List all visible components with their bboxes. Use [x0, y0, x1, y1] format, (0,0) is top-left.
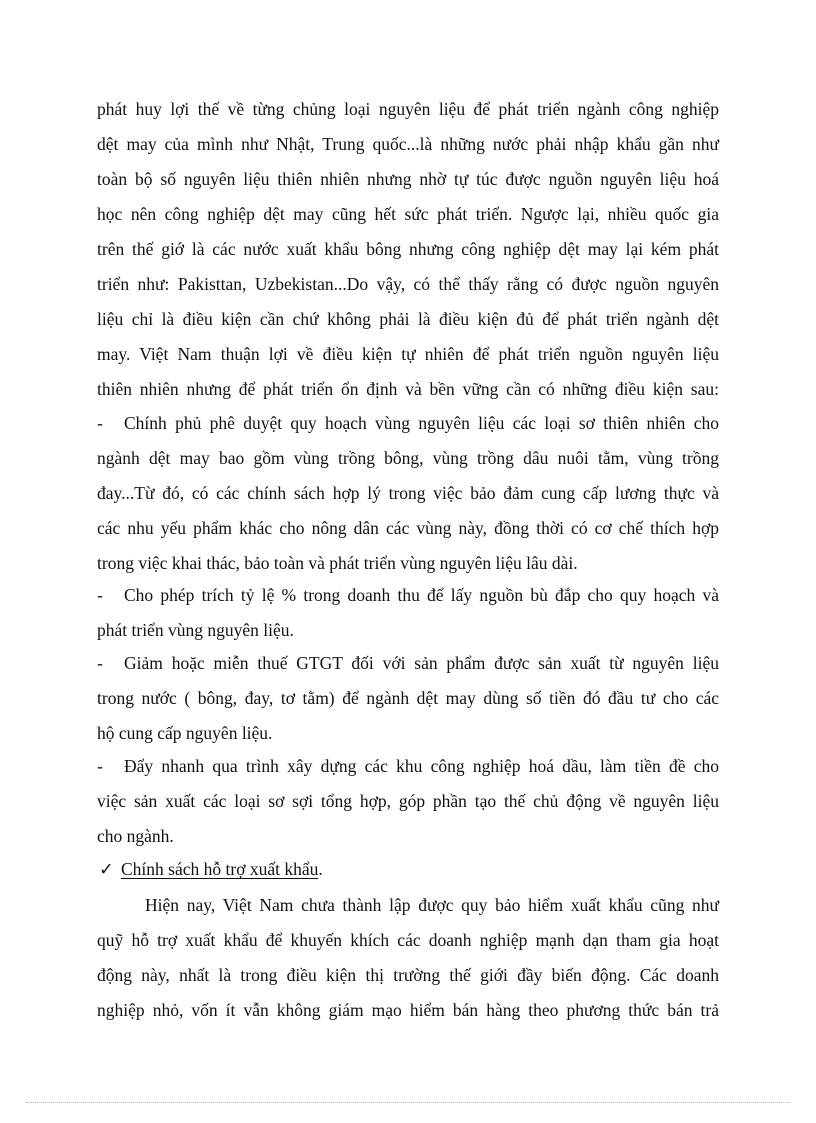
section-title-suffix: .	[318, 859, 323, 879]
bullet-first-line: Giảm hoặc miễn thuế GTGT đối với sản phẩm được sản xuất từ nguyên liệu	[124, 653, 719, 673]
bullet-first-line: Đẩy nhanh qua trình xây dựng các khu công nghiệp hoá dầu, làm tiền đề cho	[124, 756, 719, 776]
intro-line: dệt may của mình như Nhật, Trung quốc...là những nước phải nhập khẩu gần như	[97, 134, 719, 154]
intro-line: trên thế giớ là các nước xuất khẩu bông nhưng công nghiệp dệt may lại kém phát	[97, 239, 719, 259]
bullet-line: cho ngành.	[97, 826, 174, 846]
section-title: Chính sách hỗ trợ xuất khẩu	[121, 859, 319, 879]
intro-line: học nên công nghiệp dệt may cũng hết sức phát triển. Ngược lại, nhiều quốc gia	[97, 204, 719, 224]
section-heading	[99, 858, 323, 880]
bullet-marker: -	[97, 756, 103, 776]
bullet-first-line: Chính phủ phê duyệt quy hoạch vùng nguyên liệu các loại sơ thiên nhiên cho	[124, 413, 719, 433]
bullet-line: phát triển vùng nguyên liệu.	[97, 620, 294, 640]
checkmark-icon: ✓	[99, 859, 114, 879]
intro-line: toàn bộ số nguyên liệu thiên nhiên nhưng nhờ tự túc được nguồn nguyên liệu hoá	[97, 169, 719, 189]
bullet-line: hộ cung cấp nguyên liệu.	[97, 723, 273, 743]
bullet-line: ngành dệt may bao gồm vùng trồng bông, vùng trồng dâu nuôi tằm, vùng trồng	[97, 448, 719, 468]
bullet-marker: -	[97, 585, 103, 605]
bullet-line: đay...Từ đó, có các chính sách hợp lý trong việc bảo đảm cung cấp lương thực và	[97, 483, 719, 503]
bullet-marker: -	[97, 653, 103, 673]
intro-line: triển như: Pakisttan, Uzbekistan...Do vậy, có thể thấy rằng có được nguồn nguyên	[97, 274, 719, 294]
bullet-marker: -	[97, 413, 103, 433]
bullet-line: việc sản xuất các loại sơ sợi tổng hợp, góp phần tạo thế chủ động về nguyên liệu	[97, 791, 719, 811]
intro-line: phát huy lợi thế về từng chủng loại nguyên liệu để phát triển ngành công nghiệp	[97, 99, 719, 119]
footer-divider	[26, 1102, 790, 1103]
intro-line: may. Việt Nam thuận lợi về điều kiện tự nhiên để phát triển nguồn nguyên liệu	[97, 344, 719, 364]
intro-line: thiên nhiên nhưng để phát triển ổn định và bền vững cần có những điều kiện sau:	[97, 379, 719, 399]
bullet-line: trong việc khai thác, bảo toàn và phát triển vùng nguyên liệu lâu dài.	[97, 553, 578, 573]
export-line: nghiệp nhỏ, vốn ít vẫn không giám mạo hiểm bán hàng theo phương thức bán trả	[97, 1000, 719, 1020]
export-line: động này, nhất là trong điều kiện thị trường thế giới đầy biến động. Các doanh	[97, 965, 719, 985]
bullet-first-line: Cho phép trích tỷ lệ % trong doanh thu để lấy nguồn bù đắp cho quy hoạch và	[124, 585, 719, 605]
export-line: Hiện nay, Việt Nam chưa thành lập được quy bảo hiểm xuất khẩu cũng như	[145, 895, 719, 915]
bullet-line: trong nước ( bông, đay, tơ tằm) để ngành dệt may dùng số tiền đó đầu tư cho các	[97, 688, 719, 708]
intro-line: liệu chỉ là điều kiện cần chứ không phải là điều kiện đủ để phát triển ngành dệt	[97, 309, 719, 329]
export-line: quỹ hỗ trợ xuất khẩu để khuyến khích các doanh nghiệp mạnh dạn tham gia hoạt	[97, 930, 719, 950]
bullet-line: các nhu yếu phẩm khác cho nông dân các vùng này, đồng thời có cơ chế thích hợp	[97, 518, 719, 538]
